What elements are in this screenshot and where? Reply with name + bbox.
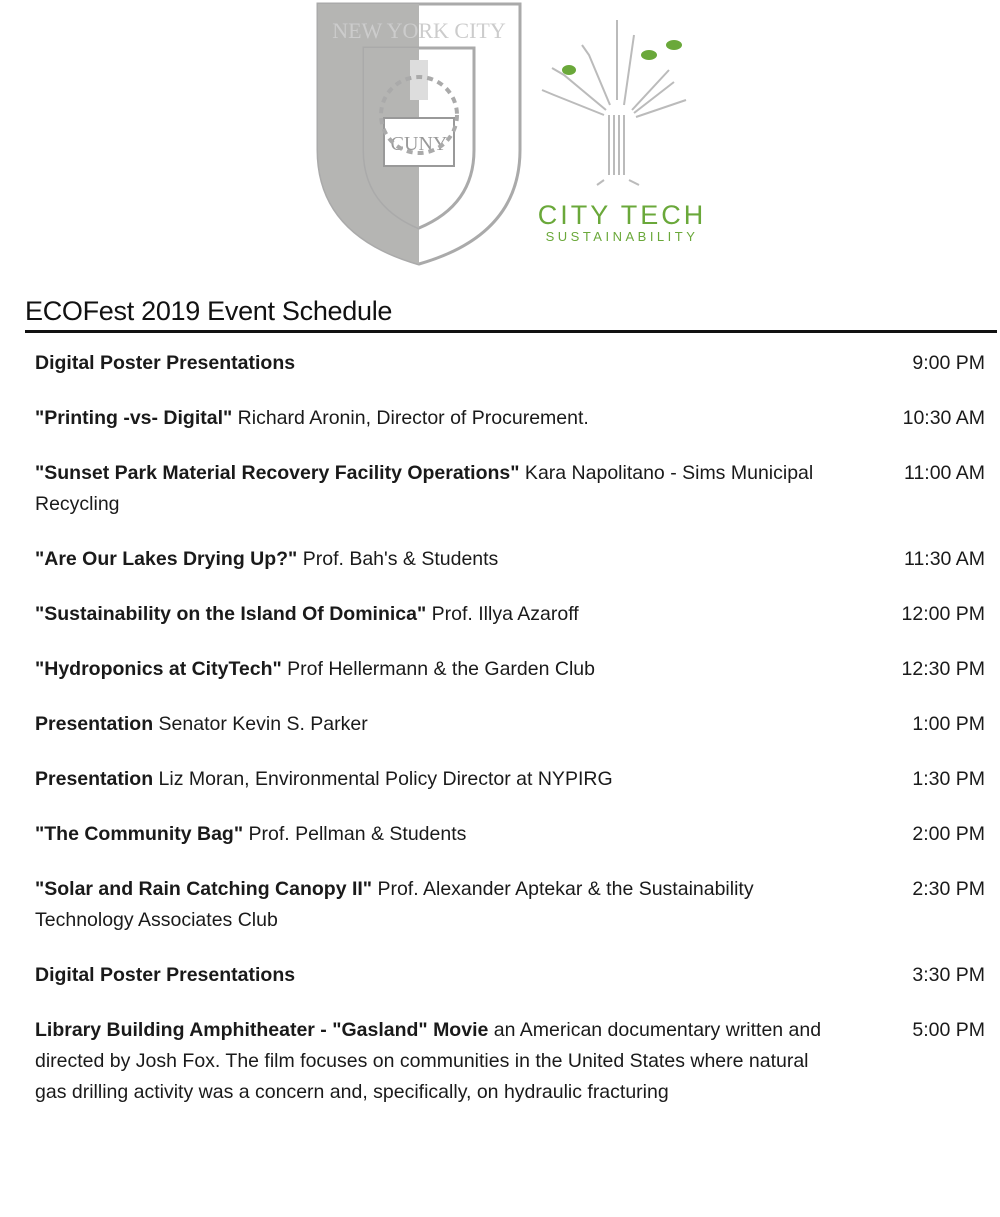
svg-text:SUSTAINABILITY: SUSTAINABILITY bbox=[545, 229, 699, 244]
schedule-item bbox=[35, 599, 985, 630]
schedule-description bbox=[35, 709, 825, 740]
event-title: Digital Poster Presentations bbox=[35, 352, 296, 374]
event-title: Presentation bbox=[35, 768, 154, 790]
event-title: Presentation bbox=[35, 713, 154, 735]
event-time: 12:30 PM bbox=[901, 658, 985, 680]
event-title: Digital Poster Presentations bbox=[35, 964, 296, 986]
event-details: Prof. Alexander Aptekar & the Sustainability Technology Associates Club bbox=[35, 878, 754, 931]
event-time: 11:30 AM bbox=[904, 548, 985, 570]
event-title: "Are Our Lakes Drying Up?" bbox=[35, 548, 298, 570]
schedule-description bbox=[35, 599, 825, 630]
event-time: 1:30 PM bbox=[912, 768, 985, 790]
sustainability-logo-text: CITY TECH bbox=[537, 200, 707, 230]
schedule-item bbox=[35, 874, 985, 936]
city-tech-seal-logo bbox=[314, 0, 714, 268]
schedule-description bbox=[35, 403, 825, 434]
event-details: an American documentary written and directed by Josh Fox. The film focuses on communities in the United States where natural gas drilling activity was a concern and, specifically, on hydraulic fracturing bbox=[35, 1019, 822, 1103]
schedule-item bbox=[35, 709, 985, 740]
page-title: ECOFest 2019 Event Schedule bbox=[25, 296, 393, 326]
schedule-description bbox=[35, 348, 825, 379]
schedule-description bbox=[35, 654, 825, 685]
schedule-item bbox=[35, 544, 985, 575]
schedule-item bbox=[35, 348, 985, 379]
leaf-icon bbox=[562, 40, 682, 75]
sustainability-tree-icon bbox=[542, 20, 686, 185]
event-time: 2:00 PM bbox=[912, 823, 985, 845]
schedule-item bbox=[35, 458, 985, 520]
event-time: 2:30 PM bbox=[912, 878, 985, 900]
event-details: Prof. Pellman & Students bbox=[243, 823, 467, 845]
schedule-item bbox=[35, 403, 985, 434]
schedule-description bbox=[35, 1015, 825, 1108]
event-details: Richard Aronin, Director of Procurement. bbox=[232, 407, 589, 429]
svg-text:NEW YORK CITY: NEW YORK CITY bbox=[332, 18, 506, 43]
title-divider bbox=[25, 330, 997, 333]
schedule-item bbox=[35, 764, 985, 795]
schedule-description bbox=[35, 458, 825, 520]
event-details: Prof Hellermann & the Garden Club bbox=[281, 658, 595, 680]
schedule-description bbox=[35, 819, 825, 850]
event-title: Library Building Amphitheater - "Gasland" Movie bbox=[35, 1019, 489, 1041]
event-time: 3:30 PM bbox=[912, 964, 985, 986]
event-title: "The Community Bag" bbox=[35, 823, 244, 845]
event-details: Liz Moran, Environmental Policy Director at NYPIRG bbox=[153, 768, 613, 790]
schedule-list bbox=[35, 348, 985, 1132]
event-title: "Sunset Park Material Recovery Facility Operations" bbox=[35, 462, 520, 484]
event-details: Kara Napolitano - Sims Municipal Recycling bbox=[35, 462, 814, 515]
event-time: 11:00 AM bbox=[904, 462, 985, 484]
schedule-item bbox=[35, 1015, 985, 1108]
schedule-description bbox=[35, 960, 825, 991]
event-time: 10:30 AM bbox=[902, 407, 985, 429]
event-time: 5:00 PM bbox=[912, 1019, 985, 1041]
event-title: "Sustainability on the Island Of Dominica" bbox=[35, 603, 427, 625]
event-details: Senator Kevin S. Parker bbox=[153, 713, 368, 735]
schedule-description bbox=[35, 544, 825, 575]
event-time: 12:00 PM bbox=[901, 603, 985, 625]
schedule-item bbox=[35, 819, 985, 850]
schedule-description bbox=[35, 764, 825, 795]
logos bbox=[314, 0, 714, 268]
event-title: "Printing -vs- Digital" bbox=[35, 407, 233, 429]
schedule-item bbox=[35, 960, 985, 991]
schedule-item bbox=[35, 654, 985, 685]
event-title: "Solar and Rain Catching Canopy II" bbox=[35, 878, 373, 900]
event-time: 9:00 PM bbox=[912, 352, 985, 374]
event-details: Prof. Bah's & Students bbox=[297, 548, 499, 570]
schedule-description bbox=[35, 874, 825, 936]
event-title: "Hydroponics at CityTech" bbox=[35, 658, 282, 680]
event-time: 1:00 PM bbox=[912, 713, 985, 735]
event-details: Prof. Illya Azaroff bbox=[426, 603, 579, 625]
svg-text:CUNY: CUNY bbox=[390, 133, 448, 155]
